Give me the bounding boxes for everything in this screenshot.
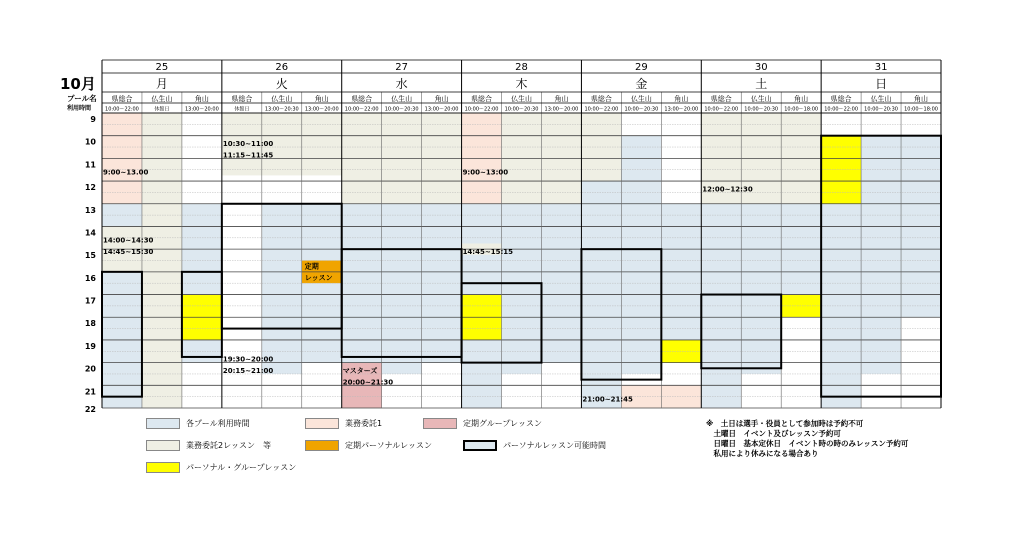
pool-name: 仏生山 xyxy=(870,95,892,103)
hour-label: 10 xyxy=(84,137,96,147)
pool-label: プール名 xyxy=(67,94,97,103)
pool-open-block xyxy=(621,136,661,374)
legend-item-personal-available xyxy=(463,440,606,451)
day-date: 28 xyxy=(515,62,528,73)
day-date: 27 xyxy=(395,62,409,73)
legend-swatch xyxy=(305,418,339,429)
hour-label: 13 xyxy=(84,205,96,215)
hour-label: 20 xyxy=(84,364,96,374)
legend-label: 業務委託1 xyxy=(345,419,383,428)
hour-label: 14 xyxy=(84,228,96,238)
legend-label: 各プール利用時間 xyxy=(186,419,250,428)
day-date: 25 xyxy=(155,62,169,73)
time-note: 20:15~21:00 xyxy=(222,366,274,375)
pool-hours: 10:00～22:00 xyxy=(344,106,379,113)
legend-item-pool-hours xyxy=(146,418,250,429)
time-note: 9:00~13.00 xyxy=(103,168,149,177)
pool-hours: 10:00～18:00 xyxy=(784,106,819,113)
month-label: 10月 xyxy=(60,75,96,93)
pool-hours: 10:00～20:30 xyxy=(744,106,779,113)
hour-label: 19 xyxy=(84,341,96,351)
legend-swatch xyxy=(305,440,339,451)
pool-name: 角山 xyxy=(554,95,569,103)
day-date: 31 xyxy=(874,62,888,73)
legend-item-commission1 xyxy=(305,418,382,429)
day-weekday: 月 xyxy=(155,77,168,91)
time-note: 9:00~13:00 xyxy=(462,168,509,177)
pool-hours: 10:00～20:30 xyxy=(864,106,898,113)
note-line: 私用により休みになる場合あり xyxy=(706,449,819,458)
time-note: 20:00~21:30 xyxy=(342,378,394,387)
time-note: 14:45~15:30 xyxy=(103,247,154,256)
pool-name: 県総合 xyxy=(351,95,373,103)
notes xyxy=(706,419,908,459)
legend-label: パーソナルレッスン可能時間 xyxy=(503,441,606,450)
legend-swatch xyxy=(146,462,180,473)
day-date: 30 xyxy=(754,62,768,73)
day-weekday: 火 xyxy=(275,77,288,91)
fixed-lesson-label: 定期 xyxy=(304,262,319,271)
pool-name: 県総合 xyxy=(710,95,732,103)
fixed-lesson-label: レッスン xyxy=(304,273,333,282)
pool-name: 県総合 xyxy=(590,95,612,103)
pool-name: 角山 xyxy=(794,95,809,103)
time-label: 利用時間 xyxy=(67,105,92,112)
pool-name: 仏生山 xyxy=(750,95,772,103)
pool-name: 仏生山 xyxy=(391,95,413,103)
day-weekday: 金 xyxy=(635,77,648,91)
pool-hours: 10:00～22:00 xyxy=(464,106,499,113)
pool-name: 県総合 xyxy=(231,95,253,103)
time-note: マスターズ xyxy=(342,366,378,375)
pool-hours: 10:00～20:30 xyxy=(624,106,659,113)
hour-label: 17 xyxy=(84,296,96,306)
pool-name: 角山 xyxy=(434,95,449,103)
note-line: 土曜日 イベント及びレッスン予約可 xyxy=(706,429,841,438)
time-note: 11:15~11:45 xyxy=(222,151,274,160)
legend-swatch xyxy=(146,440,180,451)
time-note: 21:00~21:45 xyxy=(582,395,633,404)
hour-label: 12 xyxy=(84,183,96,193)
pool-hours: 10:00～22:00 xyxy=(105,106,139,113)
pool-hours: 13:00～20:00 xyxy=(424,106,459,113)
legend-item-group-lesson xyxy=(423,418,542,429)
pool-name: 仏生山 xyxy=(630,95,652,103)
day-weekday: 水 xyxy=(395,77,408,91)
pool-name: 県総合 xyxy=(471,95,493,103)
hour-label: 21 xyxy=(84,387,96,397)
hour-label: 18 xyxy=(84,319,96,329)
pool-hours: 13:00～20:00 xyxy=(544,106,579,113)
pool-hours: 10:00～20:30 xyxy=(384,106,419,113)
legend-swatch xyxy=(463,440,497,451)
pool-name: 県総合 xyxy=(111,95,133,103)
pool-name: 仏生山 xyxy=(511,95,532,103)
hour-label: 9 xyxy=(90,115,96,124)
hour-label: 15 xyxy=(84,251,96,261)
legend-swatch xyxy=(146,418,180,429)
pool-hours: 10:00～18:00 xyxy=(904,106,938,113)
time-note: 19:30~20:00 xyxy=(222,355,274,364)
commission2-block xyxy=(302,113,342,175)
time-note: 12:00~12:30 xyxy=(702,185,753,194)
time-note: 10:30~11:00 xyxy=(222,140,274,149)
pool-name: 角山 xyxy=(914,95,929,103)
legend-item-personal-group xyxy=(146,462,296,473)
day-weekday: 土 xyxy=(755,77,768,91)
pool-hours: 13:00～20:00 xyxy=(304,106,339,113)
legend-label: 業務委託2レッスン 等 xyxy=(186,441,272,450)
legend-item-commission2 xyxy=(146,440,271,451)
pool-name: 角山 xyxy=(314,95,329,103)
pool-open-block xyxy=(262,204,302,374)
pool-hours: 10:00～20:30 xyxy=(504,106,539,113)
day-date: 26 xyxy=(275,62,289,73)
pool-hours: 10:00～22:00 xyxy=(824,106,859,113)
time-note: 14:45~15:15 xyxy=(462,247,514,256)
legend-label: 定期パーソナルレッスン xyxy=(345,441,432,450)
pool-hours: 10:00～22:00 xyxy=(584,106,619,113)
note-line: ※ 土日は選手・役員として参加時は予約不可 xyxy=(706,419,864,428)
pool-hours: 13:00～20:00 xyxy=(184,106,219,113)
legend-swatch xyxy=(423,418,457,429)
pool-name: 県総合 xyxy=(830,95,852,103)
pool-hours: 10:00～22:00 xyxy=(704,106,739,113)
legend-label: 定期グループレッスン xyxy=(463,419,542,428)
pool-hours: 13:00～20:30 xyxy=(264,106,299,113)
pool-name: 仏生山 xyxy=(271,95,293,103)
note-line: 日曜日 基本定休日 イベント時の時のみレッスン予約可 xyxy=(706,439,909,448)
day-date: 29 xyxy=(634,62,648,73)
legend-item-fixed-personal xyxy=(305,440,432,451)
pool-hours: 休館日 xyxy=(154,106,170,113)
pool-hours: 休館日 xyxy=(234,106,250,113)
hour-label: 22 xyxy=(84,405,96,414)
pool-open-block xyxy=(861,136,901,374)
legend-label: パーソナル・グループレッスン xyxy=(186,463,297,472)
pool-name: 仏生山 xyxy=(151,95,173,103)
day-weekday: 木 xyxy=(515,77,528,91)
pool-name: 角山 xyxy=(674,95,689,103)
pool-name: 角山 xyxy=(194,95,209,103)
hour-label: 16 xyxy=(84,273,96,283)
pool-hours: 13:00～20:00 xyxy=(664,106,699,113)
day-weekday: 日 xyxy=(875,77,888,91)
hour-label: 11 xyxy=(84,160,96,170)
time-note: 14:00~14:30 xyxy=(103,236,154,245)
